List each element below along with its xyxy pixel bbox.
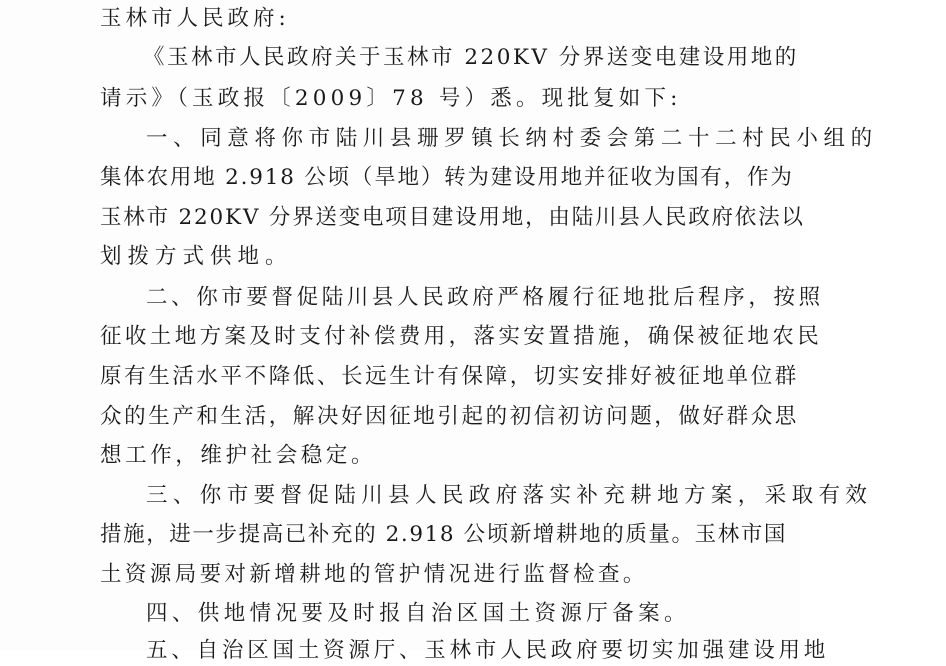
intro-line-1: 《玉林市人民政府关于玉林市 220KV 分界送变电建设用地的: [143, 45, 799, 70]
item-2-line-3: 原有生活水平不降低、长远生计有保障，切实安排好被征地单位群: [100, 364, 799, 389]
item-3-line-1: 三、你市要督促陆川县人民政府落实补充耕地方案，采取有效: [146, 483, 873, 508]
item-2-line-2: 征收土地方案及时支付补偿费用，落实安置措施，确保被征地农民: [100, 324, 823, 349]
item-2-line-1: 二、你市要督促陆川县人民政府严格履行征地批后程序，按照: [146, 285, 824, 310]
item-1-line-1: 一、同意将你市陆川县珊罗镇长纳村委会第二十二村民小组的: [146, 126, 878, 151]
item-2-line-4: 众的生产和生活，解决好因征地引起的初信初访问题，做好群众思: [100, 404, 799, 429]
item-1-line-3: 玉林市 220KV 分界送变电项目建设用地，由陆川县人民政府依法以: [100, 205, 805, 230]
addressee-line: 玉林市人民政府:: [100, 6, 290, 31]
item-2-line-5: 想工作，维护社会稳定。: [100, 443, 377, 468]
item-5-line-1: 五、自治区国土资源厅、玉林市人民政府要切实加强建设用地: [146, 638, 830, 663]
item-1-line-2: 集体农用地 2.918 公顷（旱地）转为建设用地并征收为国有，作为: [100, 165, 794, 190]
item-1-line-4: 划拨方式供地。: [100, 244, 293, 269]
intro-line-2: 请示》（玉政报〔2009〕78 号）悉。现批复如下:: [100, 86, 682, 111]
item-4-line-1: 四、供地情况要及时报自治区国土资源厅备案。: [146, 601, 690, 626]
item-3-line-3: 土资源局要对新增耕地的管护情况进行监督检查。: [100, 562, 648, 587]
item-3-line-2: 措施，进一步提高已补充的 2.918 公顷新增耕地的质量。玉林市国: [100, 522, 788, 547]
